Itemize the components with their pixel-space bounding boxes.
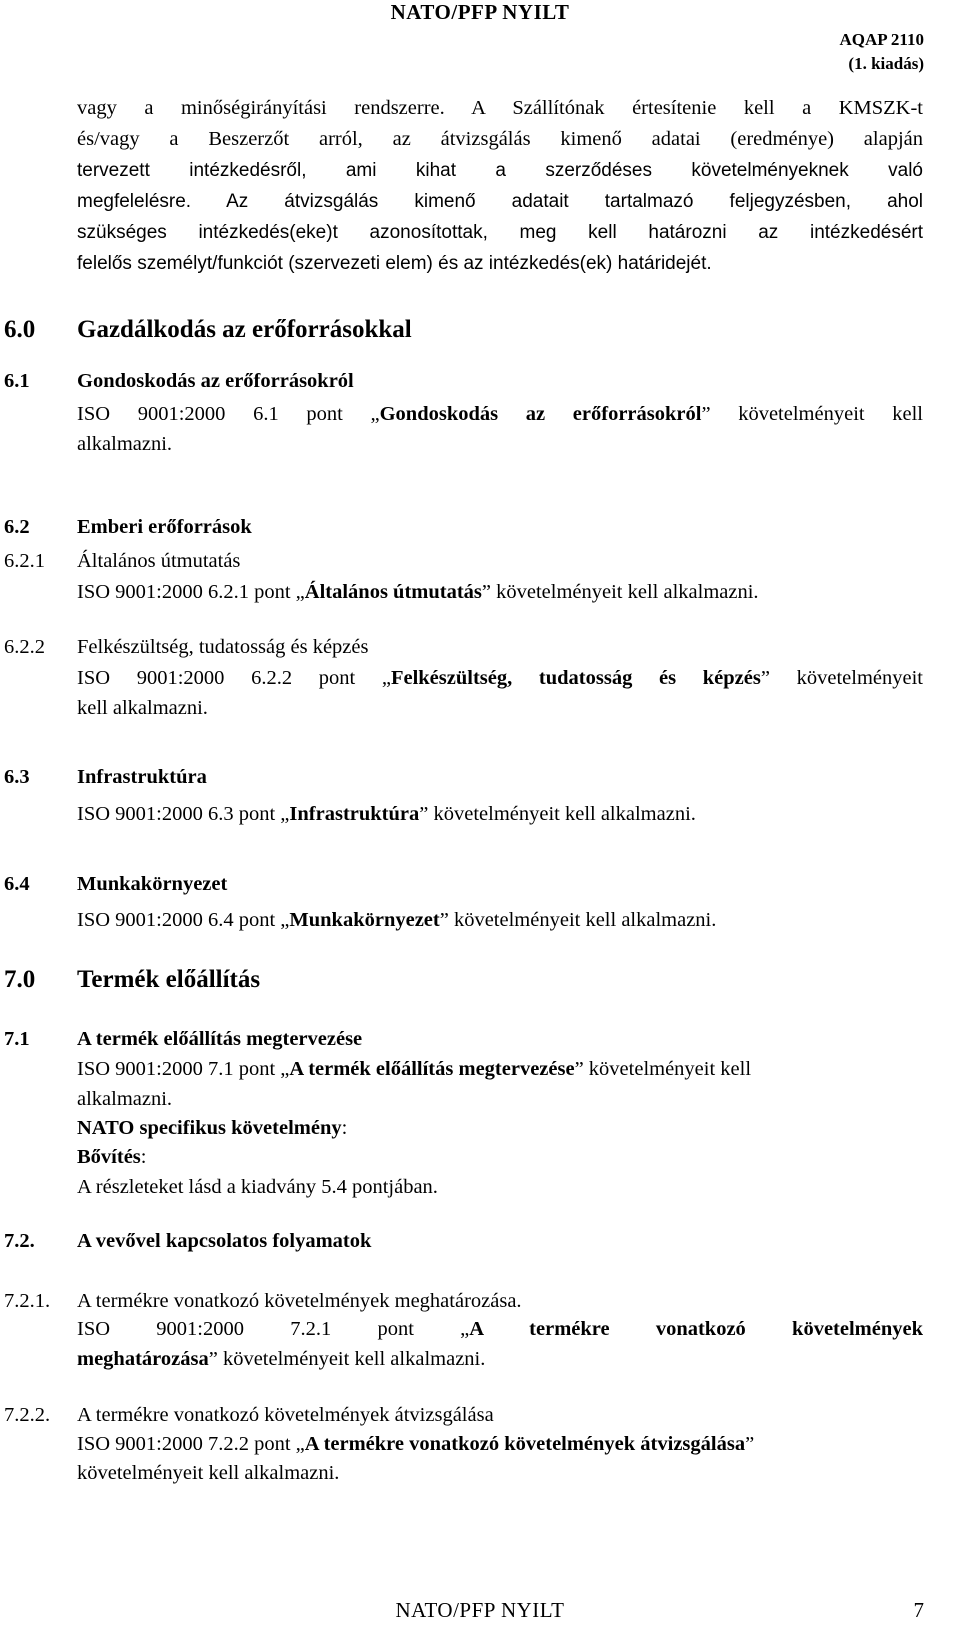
- section-heading: Infrastruktúra: [77, 766, 207, 788]
- intro-line: tervezett intézkedésről, ami kihat a szerződéses követelményeknek való: [77, 160, 923, 181]
- requirement-line: ISO 9001:2000 6.3 pont „Infrastruktúra” követelményeit kell alkalmazni.: [77, 803, 696, 825]
- section-heading: Felkészültség, tudatosság és képzés: [77, 636, 369, 658]
- requirement-line: ISO 9001:2000 6.1 pont „Gondoskodás az erőforrásokról” követelményeit kell: [77, 403, 923, 425]
- section-heading: Munkakörnyezet: [77, 873, 228, 895]
- requirement-line: ISO 9001:2000 7.2.1 pont „A termékre vonatkozó követelmények: [77, 1318, 924, 1340]
- section-number: 6.1: [4, 370, 30, 392]
- section-number: 7.2.1.: [4, 1290, 51, 1312]
- section-heading: Gondoskodás az erőforrásokról: [77, 370, 354, 392]
- intro-line: megfelelésre. Az átvizsgálás kimenő adatait tartalmazó feljegyzésben, ahol: [77, 191, 923, 212]
- header-classification: NATO/PFP NYILT: [390, 0, 570, 24]
- intro-line: szükséges intézkedés(eke)t azonosítottak, meg kell határozni az intézkedésért: [77, 222, 923, 243]
- section-number: 7.2.2.: [4, 1404, 51, 1426]
- requirement-line: ISO 9001:2000 6.4 pont „Munkakörnyezet” követelményeit kell alkalmazni.: [77, 909, 717, 931]
- header-doc-id: AQAP 2110: [839, 30, 924, 49]
- section-number: 6.0: [4, 316, 36, 343]
- section-heading: A termékre vonatkozó követelmények átvizsgálása: [77, 1404, 494, 1426]
- intro-line: felelős személyt/funkciót (szervezeti elem) és az intézkedés(ek) határidejét.: [77, 253, 712, 274]
- section-number: 6.2: [4, 516, 30, 538]
- section-heading: Termék előállítás: [77, 966, 261, 993]
- requirement-line-cont: kell alkalmazni.: [77, 697, 208, 719]
- extension-label: Bővítés:: [77, 1146, 147, 1168]
- section-heading: Emberi erőforrások: [77, 516, 252, 538]
- section-number: 6.2.2: [4, 636, 45, 658]
- page-number: 7: [913, 1598, 924, 1622]
- section-number: 7.2.: [4, 1230, 35, 1252]
- header-edition: (1. kiadás): [848, 54, 924, 73]
- requirement-line-cont: alkalmazni.: [77, 1088, 173, 1110]
- section-heading: Általános útmutatás: [77, 550, 241, 572]
- intro-line: és/vagy a Beszerzőt arról, az átvizsgálás kimenő adatai (eredménye) alapján: [77, 128, 923, 150]
- section-heading: A termék előállítás megtervezése: [77, 1028, 363, 1050]
- section-number: 7.0: [4, 966, 36, 993]
- section-number: 7.1: [4, 1028, 30, 1050]
- section-heading: A termékre vonatkozó követelmények meghatározása.: [77, 1290, 522, 1312]
- section-heading: Gazdálkodás az erőforrásokkal: [77, 316, 412, 343]
- nato-specific-label: NATO specifikus követelmény:: [77, 1117, 348, 1139]
- section-heading: A vevővel kapcsolatos folyamatok: [77, 1230, 372, 1252]
- details-reference: A részleteket lásd a kiadvány 5.4 pontjában.: [77, 1176, 438, 1198]
- requirement-line: ISO 9001:2000 6.2.2 pont „Felkészültség, tudatosság és képzés” követelményeit: [77, 667, 923, 689]
- requirement-line-cont: követelményeit kell alkalmazni.: [77, 1462, 340, 1484]
- footer-classification: NATO/PFP NYILT: [395, 1598, 565, 1622]
- section-number: 6.3: [4, 766, 30, 788]
- section-number: 6.4: [4, 873, 30, 895]
- intro-line: vagy a minőségirányítási rendszerre. A Szállítónak értesítenie kell a KMSZK-t: [77, 97, 923, 119]
- requirement-line-cont: meghatározása” követelményeit kell alkalmazni.: [77, 1348, 486, 1370]
- section-number: 6.2.1: [4, 550, 45, 572]
- intro-paragraph: [77, 93, 923, 279]
- requirement-line: ISO 9001:2000 7.2.2 pont „A termékre vonatkozó követelmények átvizsgálása”: [77, 1433, 755, 1455]
- requirement-line-cont: alkalmazni.: [77, 433, 173, 455]
- requirement-line: ISO 9001:2000 7.1 pont „A termék előállítás megtervezése” követelményeit kell: [77, 1058, 752, 1080]
- header-doc-info: [839, 28, 924, 76]
- requirement-line: ISO 9001:2000 6.2.1 pont „Általános útmutatás” követelményeit kell alkalmazni.: [77, 581, 759, 603]
